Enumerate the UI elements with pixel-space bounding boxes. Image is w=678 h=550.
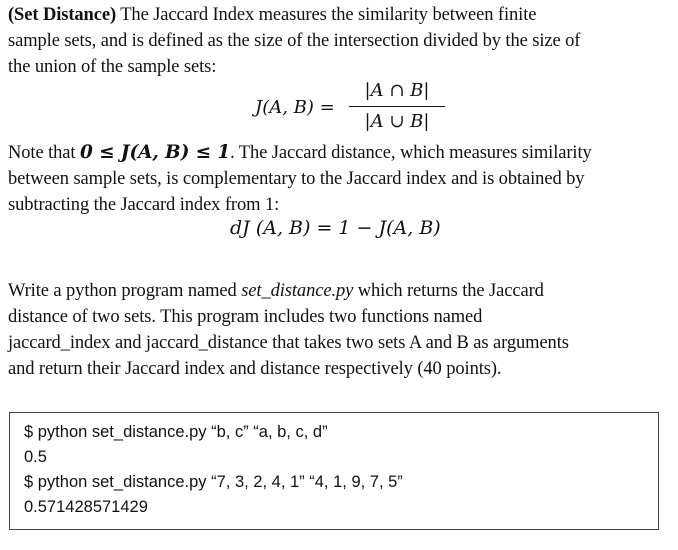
jaccard-formula-denominator: |A ∪ B|	[364, 111, 430, 132]
example-command-1: $ python set_distance.py “b, c” “a, b, c, d”	[24, 423, 328, 441]
intro-line-1	[8, 2, 580, 28]
task-line-4: and return their Jaccard index and distance respectively (40 points).	[8, 359, 502, 379]
task-line-1-prefix: Write a python program named	[8, 281, 242, 301]
section-title: (Set Distance)	[8, 5, 117, 25]
jaccard-formula-numerator: |A ∩ B|	[364, 80, 430, 101]
example-command-2: $ python set_distance.py “7, 3, 2, 4, 1” “4, 1, 9, 7, 5”	[24, 473, 403, 491]
note-line-1	[8, 140, 592, 166]
note-paragraph	[8, 140, 592, 218]
example-output-1: 0.5	[24, 448, 47, 466]
example-output-box	[9, 412, 659, 530]
jaccard-formula-lhs: J(A, B) =	[255, 97, 335, 118]
note-line-3: subtracting the Jaccard index from 1:	[8, 195, 280, 215]
task-line-1-suffix: which returns the Jaccard	[353, 281, 544, 301]
fraction-bar	[349, 106, 445, 107]
example-output-2: 0.571428571429	[24, 498, 148, 516]
intro-line-2: sample sets, and is defined as the size of the intersection divided by the size of	[8, 31, 581, 51]
task-line-3: jaccard_index and jaccard_distance that takes two sets A and B as arguments	[8, 333, 569, 353]
intro-line-1-text: The Jaccard Index measures the similarity between finite	[116, 5, 537, 25]
jaccard-index-formula	[255, 78, 455, 140]
note-line-2: between sample sets, is complementary to the Jaccard index and is obtained by	[8, 169, 585, 189]
jaccard-inequality: 0 ≤ J(A, B) ≤ 1	[79, 142, 231, 163]
task-line-1	[8, 278, 569, 304]
intro-paragraph	[8, 2, 580, 80]
jaccard-formula-fraction	[349, 78, 445, 135]
intro-line-3: the union of the sample sets:	[8, 57, 217, 77]
task-paragraph	[8, 278, 569, 382]
task-line-2: distance of two sets. This program includes two functions named	[8, 307, 483, 327]
jaccard-distance-formula: dJ (A, B) = 1 − J(A, B)	[230, 217, 441, 239]
program-filename: set_distance.py	[241, 281, 354, 301]
note-line-1-prefix: Note that	[8, 143, 80, 163]
note-line-1-suffix: . The Jaccard distance, which measures similarity	[230, 143, 592, 163]
